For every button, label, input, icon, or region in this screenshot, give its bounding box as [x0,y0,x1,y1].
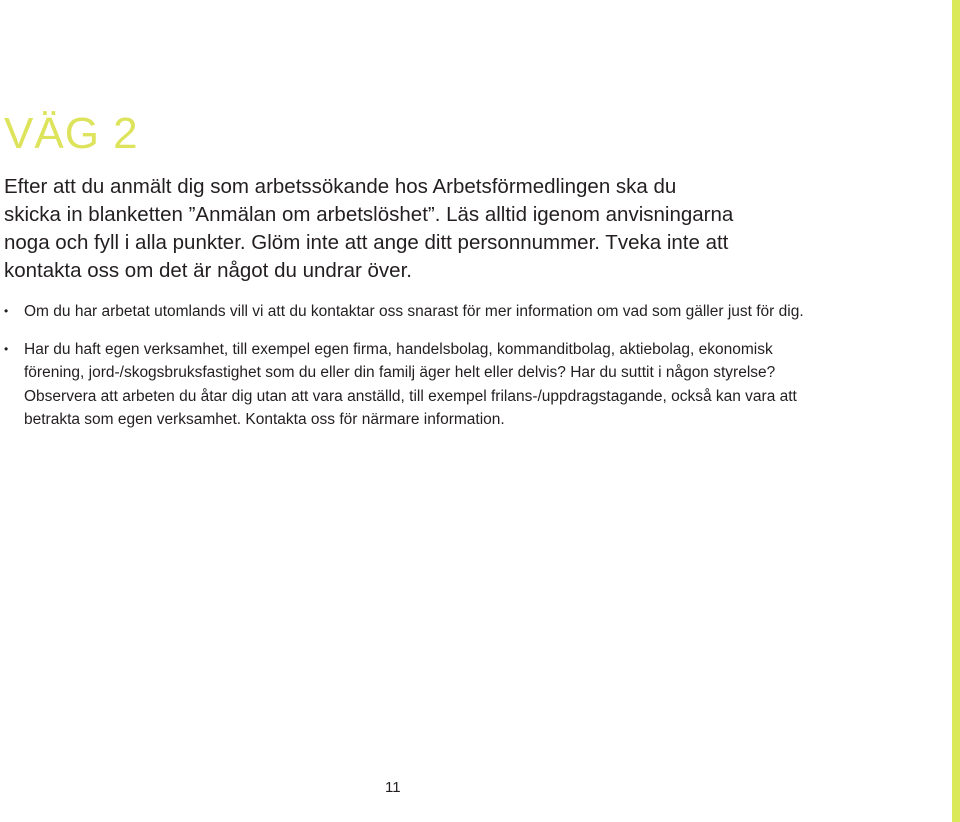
bullet-text: Om du har arbetat utomlands vill vi att du kontaktar oss snarast för mer information om vad som gäller just för dig. [24,303,804,320]
bullet-item-abroad [4,300,804,324]
bullet-marker: • [4,304,9,318]
page-number: 11 [385,779,401,796]
bullet-list [4,300,804,446]
bullet-item-own-business [4,338,804,432]
accent-bar [952,0,960,822]
bullet-marker: • [4,341,9,356]
intro-paragraph: Efter att du anmält dig som arbetssökande hos Arbetsförmedlingen ska du skicka in blanketten ”Anmälan om arbetslöshet”. Läs alltid igenom anvisningarna noga och fyll i alla punkter. Glöm inte att ange ditt personnummer. Tveka inte att kontakta oss om det är något du undrar över. [4,175,734,282]
bullet-text: Har du haft egen verksamhet, till exempel egen firma, handelsbolag, kommanditbolag, aktiebolag, ekonomisk förening, jord-/skogsbruksfastighet som du eller din familj äger helt eller delvis? Har du suttit i någon styrelse? Observera att arbeten du åtar dig utan att vara anställd, till exempel frilans-/uppdragstagande, också kan vara att betrakta som egen verksamhet. Kontakta oss för närmare information. [24,340,797,428]
page-heading: VÄG 2 [4,109,139,158]
